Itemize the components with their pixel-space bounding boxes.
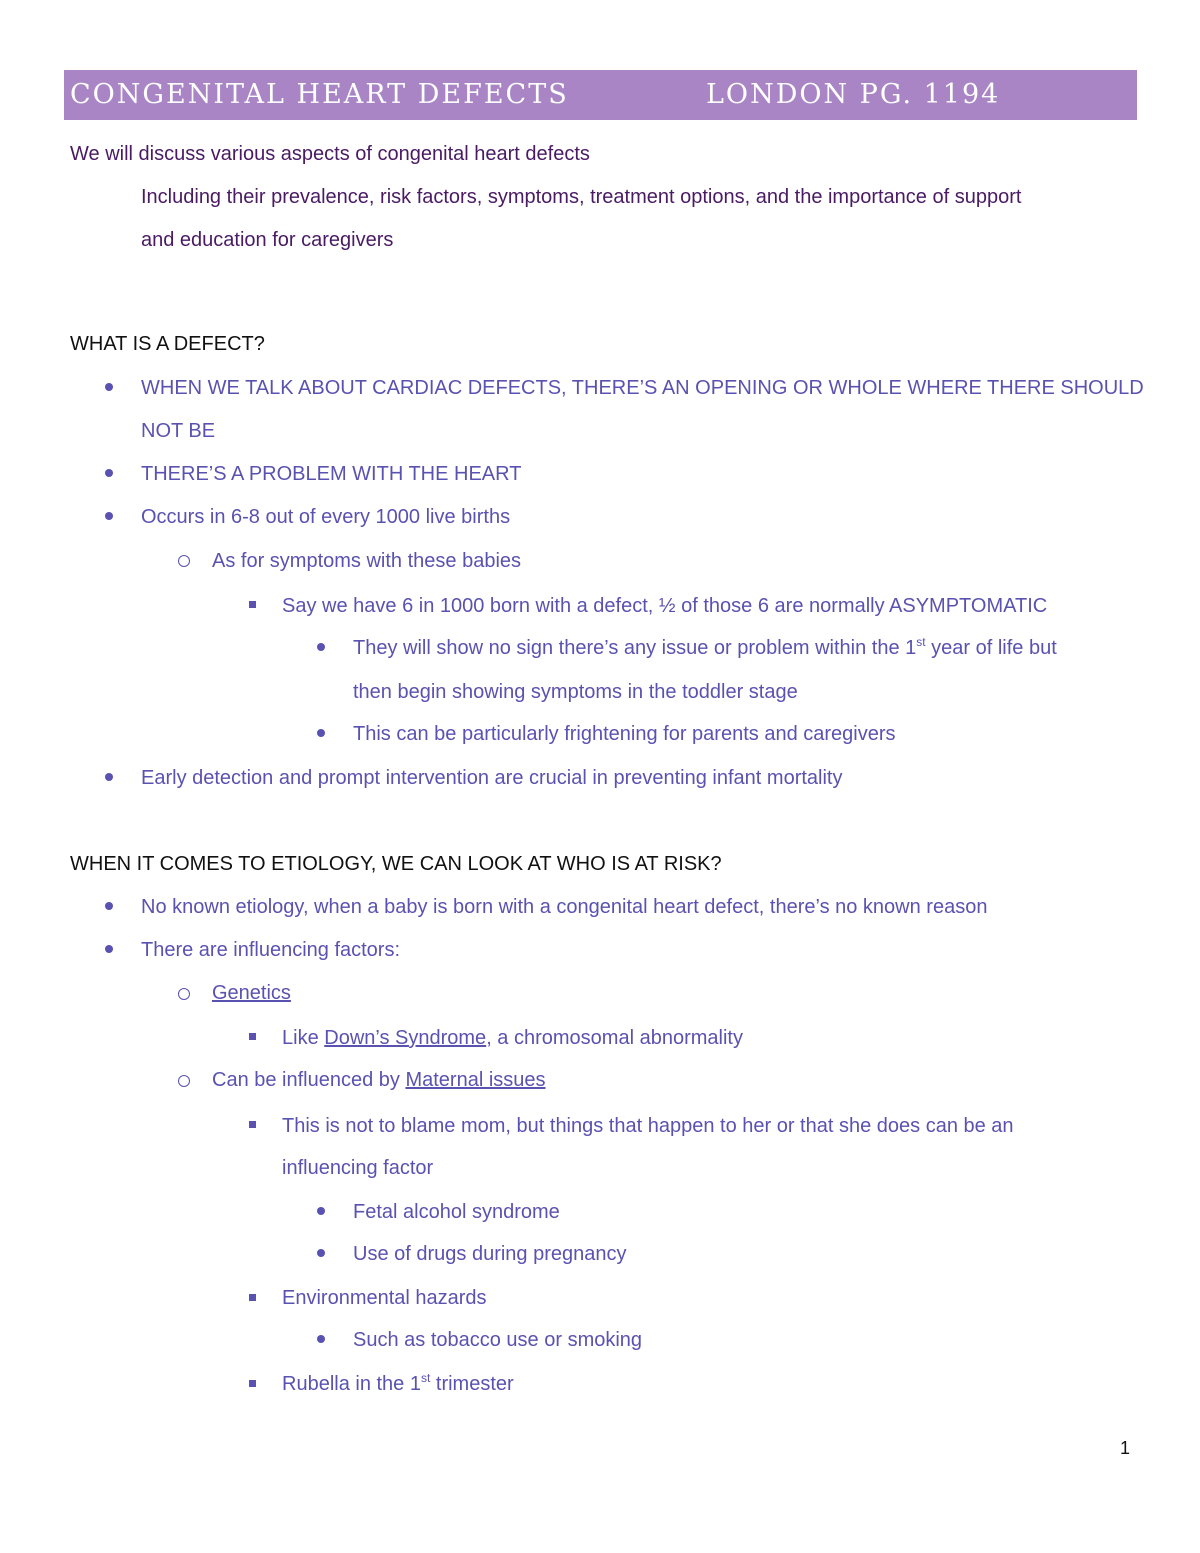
list-item-text: , a chromosomal abnormality (486, 1027, 743, 1049)
list-item: Use of drugs during pregnancy (353, 1243, 627, 1265)
list-item-text: Like (282, 1027, 325, 1049)
list-item-cont: NOT BE (141, 420, 216, 442)
list-item (282, 1026, 743, 1050)
bullet-square-icon (249, 1033, 256, 1040)
heading-text: WHEN IT COMES TO ETIOLOGY, WE CAN LOOK AT (70, 853, 557, 875)
section-heading-etiology (70, 852, 722, 876)
bullet-ring-icon (178, 1075, 190, 1087)
list-item: THERE’S A PROBLEM WITH THE HEART (141, 463, 522, 485)
list-item: Fetal alcohol syndrome (353, 1201, 560, 1223)
bullet-dot-icon (317, 1207, 325, 1215)
downs-syndrome-link[interactable]: Down’s Syndrome (324, 1027, 487, 1049)
list-item-text: They will show no sign there’s any issue or problem within the 1 (353, 637, 917, 659)
document-title: CONGENITAL HEART DEFECTS (70, 79, 569, 110)
intro-detail-line: Including their prevalence, risk factors, symptoms, treatment options, and the importance of support (141, 186, 1022, 208)
bullet-dot-icon (317, 643, 325, 651)
list-item-cont: then begin showing symptoms in the toddler stage (353, 681, 798, 703)
list-item-text: Rubella in the 1 (282, 1373, 421, 1395)
list-item: Say we have 6 in 1000 born with a defect, ½ of those 6 are normally ASYMPTOMATIC (282, 595, 1048, 617)
list-item: There are influencing factors: (141, 939, 401, 961)
list-item-text: trimester (430, 1373, 514, 1395)
bullet-dot-icon (105, 945, 113, 953)
textbook-reference: LONDON PG. 1194 (706, 79, 1001, 110)
ordinal-suffix: st (420, 1371, 431, 1385)
bullet-square-icon (249, 601, 256, 608)
list-item (353, 636, 1057, 660)
bullet-dot-icon (105, 773, 113, 781)
bullet-square-icon (249, 1294, 256, 1301)
list-item-text: Can be influenced by (212, 1069, 406, 1091)
bullet-dot-icon (105, 902, 113, 910)
bullet-dot-icon (105, 383, 113, 391)
list-item: This can be particularly frightening for parents and caregivers (353, 723, 896, 745)
list-item: Such as tobacco use or smoking (353, 1329, 643, 1351)
bullet-dot-icon (105, 512, 113, 520)
list-item: Early detection and prompt intervention are crucial in preventing infant mortality (141, 767, 843, 789)
maternal-issues-link[interactable]: Maternal issues (405, 1069, 546, 1091)
list-item: This is not to blame mom, but things that happen to her or that she does can be an (282, 1115, 1014, 1137)
section-heading-defect: WHAT IS A DEFECT? (70, 333, 265, 355)
list-item-text: year of life but (925, 637, 1057, 659)
list-item: WHEN WE TALK ABOUT CARDIAC DEFECTS, THERE’S AN OPENING OR WHOLE WHERE THERE SHOULD (141, 377, 1144, 399)
bullet-square-icon (249, 1380, 256, 1387)
bullet-dot-icon (317, 1249, 325, 1257)
bullet-ring-icon (178, 555, 190, 567)
list-item: Environmental hazards (282, 1287, 487, 1309)
bullet-dot-icon (105, 469, 113, 477)
list-item: Occurs in 6-8 out of every 1000 live births (141, 506, 511, 528)
bullet-dot-icon (317, 1335, 325, 1343)
bullet-dot-icon (317, 729, 325, 737)
ordinal-suffix: st (916, 635, 926, 649)
genetics-link[interactable]: Genetics (212, 982, 291, 1004)
heading-text: ? (710, 853, 722, 875)
bullet-square-icon (249, 1121, 256, 1128)
bullet-ring-icon (178, 988, 190, 1000)
intro-line: We will discuss various aspects of congenital heart defects (70, 143, 590, 165)
list-item: As for symptoms with these babies (212, 550, 522, 572)
list-item-cont: influencing factor (282, 1157, 434, 1179)
list-item: No known etiology, when a baby is born with a congenital heart defect, there’s no known reason (141, 896, 988, 918)
list-item (212, 1068, 546, 1092)
list-item (282, 1372, 514, 1396)
intro-detail-line-cont: and education for caregivers (141, 229, 394, 251)
heading-emphasis: WHO IS AT RISK (556, 853, 711, 875)
page-number: 1 (1120, 1438, 1131, 1458)
title-banner (64, 70, 1137, 120)
